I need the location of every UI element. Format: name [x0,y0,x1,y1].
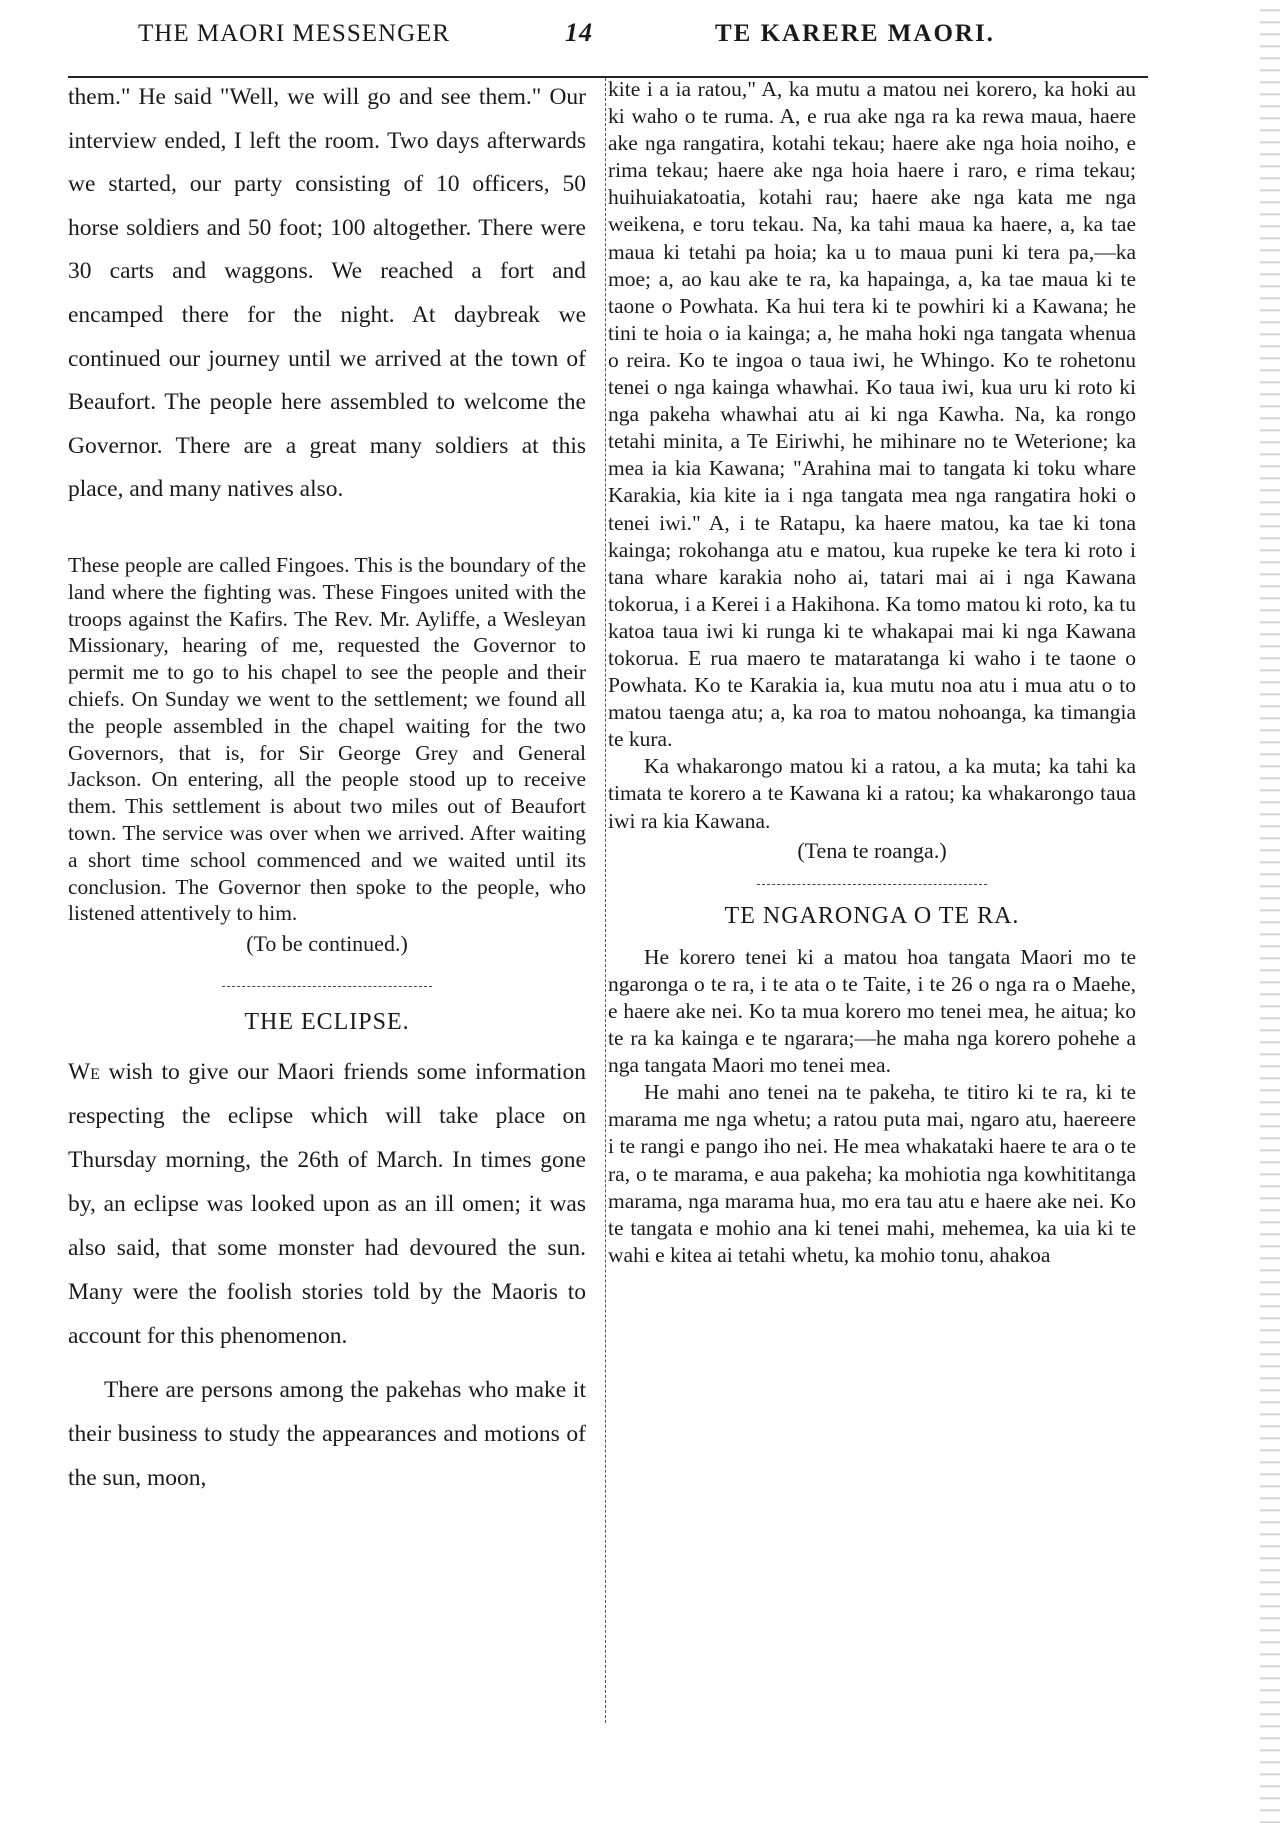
maori-narrative-ending: Ka whakarongo matou ki a ratou, a ka muta; ka tahi ka timata te korero a te Kawana ki a ratou; ka whakarongo taua iwi ra kia Kawana. [608,754,1136,833]
maori-narrative-paragraph: kite i a ia ratou," A, ka mutu a matou nei korero, ka hoki au ki waho o te ruma. A, e rua ake nga ra ka rewa maua, haere ake nga rangatira, kotahi tekau; haere ake nga hoia noiho, e rima tekau; haere ake nga hoia haere i raro, e rima tekau; huihuiakatoatia, kotahi rau; haere ake nga kata me nga weikena, e toru tekau. Na, ka tahi maua ka haere, a, ka tae maua ki tetahi pa hoia; ka u to maua puni ki tera pa,—ka moe; a, ao kau ake te ra, ka hapainga, a, ka tae maua ki te taone o Powhata. Ka hui tera ki te powhiri ki a Kawana; he tini te hoia o ia kainga; a, he maha hoki nga tangata whenua o reira. Ko te ingoa o taua iwi, he Whingo. Ko te rohetonu tenei o nga kainga whawhai. Ko taua iwi, kua uru ki roto ki nga pakeha whawhai atu ai ki nga Kawha. Na, ka rongo tetahi minita, a Te Eiriwhi, he mihinare no te Weterione; ka mea ia kia Kawana; "Arahina mai to tangata ki toku whare Karakia, kia kite ia i nga tangata mea nga rangatira hoki o tenei iwi." A, i te Ratapu, ka haere matou, ka tae ki tona kainga; rokohanga atu e matou, kua rupeke ke tera ki roto i tana whare karakia noho ai, tatari mai ai i nga Kawana tokorua, i a Kerei i a Hakihona. Ka tomo matou ki roto, ka tu katoa taua iwi ki runga ki te whakapai mai ki nga Kawana tokorua. E rua maero te mataratanga ki waho i te taone o Powhata. Ko te Karakia ia, kua mutu noa atu i mua atu o to matou taenga atu; a, ka roa to matou nohoanga, ka timangia te kura. [608,77,1136,752]
maori-masthead-title: TE KARERE MAORI. [715,20,995,47]
maori-eclipse-heading: TE NGARONGA O TE RA. [724,902,1020,929]
eclipse-paragraph-2: There are persons among the pakehas who make it their business to study the appearances and motions of the sun, moon, [68,1376,586,1491]
maori-column [608,76,1136,1269]
section-rule [757,884,987,885]
tena-te-roanga: (Tena te roanga.) [797,837,947,863]
section-rule [222,986,432,987]
eclipse-heading: THE ECLIPSE. [244,1008,410,1035]
scanned-page-edge [1260,0,1280,1823]
english-column-lower [68,552,586,1500]
english-masthead-title: THE MAORI MESSENGER [138,20,451,47]
eclipse-paragraph-1-text: wish to give our Maori friends some information respecting the eclipse which will take place on Thursday morning, the 26th of March. In times gone by, an eclipse was looked upon as an ill omen; it was also said, that some monster had devoured the sun. Many were the foolish stories told by the Maoris to account for this phenomenon. [68,1058,587,1349]
english-narrative-continuation: These people are called Fingoes. This is the boundary of the land where the fighting was. These Fingoes united with the troops against the Kafirs. The Rev. Mr. Ayliffe, a Wesleyan Missionary, hearing of me, requested the Governor to permit me to go to his chapel to see the people and their chiefs. On Sunday we went to the settlement; we found all the people assembled in the chapel waiting for the two Governors, that is, for Sir George Grey and General Jackson. On entering, all the people stood up to receive them. This settlement is about two miles out of Beaufort town. The service was over when we arrived. After waiting a short time school commenced and we waited until its conclusion. The Governor then spoke to the people, who listened attentively to him. [68,553,586,926]
maori-eclipse-paragraph-1: He korero tenei ki a matou hoa tangata Maori mo te ngaronga o te ra, i te ata o te Taite, i te 26 o nga ra o Maehe, e haere ake nei. Ko ta mua korero mo tenei mea, he aitua; ko te ra ka kainga e te ngarara;—he maha nga korero pohehe a nga tangata Maori mo tenei mea. [608,944,1136,1078]
english-narrative-paragraph: them." He said "Well, we will go and see them." Our interview ended, I left the room. Two days afterwards we started, our party consisting of 10 officers, 50 horse soldiers and 50 foot; 100 altogether. There were 30 carts and waggons. We reached a fort and encamped there for the night. At daybreak we continued our journey until we arrived at the town of Beaufort. The people here assembled to welcome the Governor. There are a great many soldiers at this place, and many natives also. [68,84,586,503]
to-be-continued: (To be continued.) [246,931,408,957]
page-number: 14 [565,18,593,47]
drop-word: We [68,1058,100,1085]
maori-eclipse-paragraph-2: He mahi ano tenei na te pakeha, te titiro ki te ra, ki te marama me nga whetu; a ratou puta mai, ngaro atu, haereere i te rangi e pango iho nei. He mea whakataki haere te ara o te ra, o te marama, e aua pakeha; ka mohiotia nga kowhititanga marama, nga marama hua, mo era tau atu e haere ake nei. Ko te tangata e mohio ana ki tenei mahi, mehemea, ka uia ki te wahi e kitea ai tetahi whetu, ka mohio tonu, ahakoa [608,1080,1136,1267]
eclipse-paragraph-1 [68,1050,586,1358]
english-narrative-wide [68,76,586,512]
page-header [120,14,1020,54]
column-divider [605,78,606,1723]
